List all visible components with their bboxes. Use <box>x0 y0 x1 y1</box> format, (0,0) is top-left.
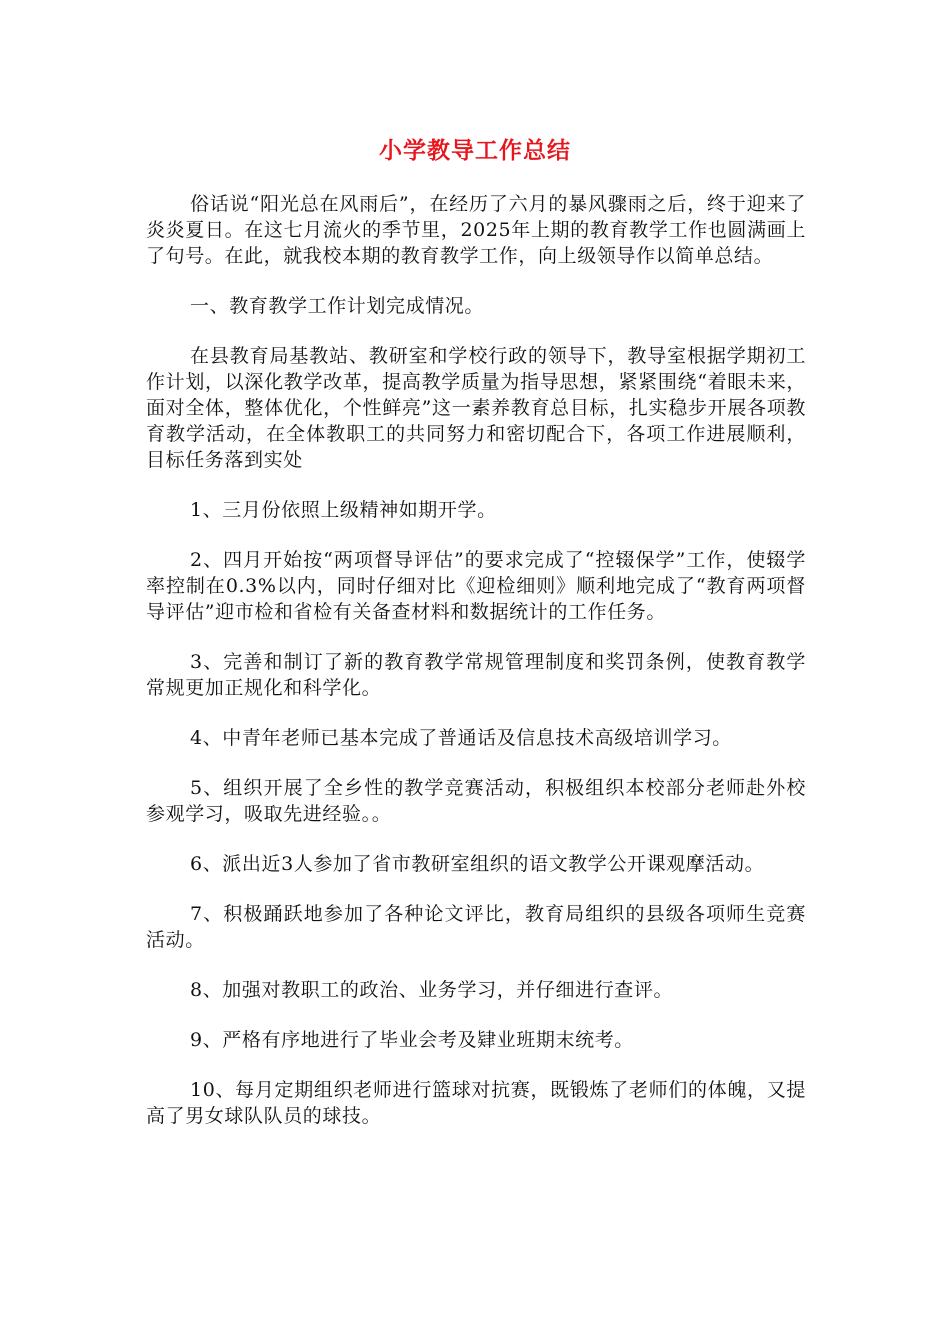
list-item-8: 8、加强对教职工的政治、业务学习，并仔细进行查评。 <box>190 979 674 1001</box>
list-item-1: 1、三月份依照上级精神如期开学。 <box>190 499 497 521</box>
section-heading-1: 一、教育教学工作计划完成情况。 <box>190 295 485 317</box>
list-item-6: 6、派出近3人参加了省市教研室组织的语文教学公开课观摩活动。 <box>190 853 765 875</box>
document-title: 小学教导工作总结 <box>379 138 571 164</box>
list-item-2: 2、四月开始按“两项督导评估”的要求完成了“控辍保学”工作，使辍学率控制在0.3%以内，同时仔细对比《迎检细则》顺利地完成了“教育两项督导评估”迎市检和省检有关备查材料和数据统计的工作任务。 <box>146 549 806 623</box>
list-item-3: 3、完善和制订了新的教育教学常规管理制度和奖罚条例，使教育教学常规更加正规化和科学化。 <box>146 651 806 699</box>
document-body <box>146 191 806 1153</box>
list-item-5: 5、组织开展了全乡性的教学竞赛活动，积极组织本校部分老师赴外校参观学习，吸取先进经验。。 <box>146 777 806 825</box>
list-item-9: 9、严格有序地进行了毕业会考及肄业班期末统考。 <box>190 1029 634 1051</box>
list-item-10: 10、每月定期组织老师进行篮球对抗赛，既锻炼了老师们的体魄，又提高了男女球队队员的球技。 <box>146 1079 806 1127</box>
list-item-4: 4、中青年老师已基本完成了普通话及信息技术高级培训学习。 <box>190 727 732 749</box>
list-item-7: 7、积极踊跃地参加了各种论文评比，教育局组织的县级各项师生竞赛活动。 <box>146 903 806 951</box>
paragraph-intro: 俗话说“阳光总在风雨后”，在经历了六月的暴风骤雨之后，终于迎来了炎炎夏日。在这七月流火的季节里，2025年上期的教育教学工作也圆满画上了句号。在此，就我校本期的教育教学工作，向上级领导作以简单总结。 <box>146 193 806 267</box>
paragraph-overview: 在县教育局基教站、教研室和学校行政的领导下，教导室根据学期初工作计划，以深化教学改革，提高教学质量为指导思想，紧紧围绕“着眼未来，面对全体，整体优化，个性鲜亮”这一素养教育总目标，扎实稳步开展各项教育教学活动，在全体教职工的共同努力和密切配合下，各项工作进展顺利，目标任务落到实处 <box>146 345 806 471</box>
